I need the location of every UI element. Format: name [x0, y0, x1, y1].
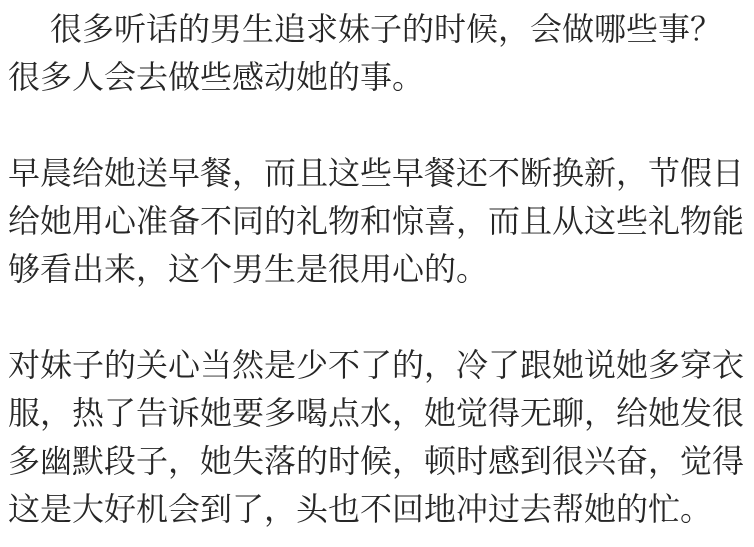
- paragraph-3: 对妹子的关心当然是少不了的，冷了跟她说她多穿衣服，热了告诉她要多喝点水，她觉得无聊，给她发很多幽默段子，她失落的时候，顿时感到很兴奋，觉得这是大好机会到了，头也不回地冲过去帮她的忙。: [8, 347, 745, 527]
- paragraph-2: 早晨给她送早餐，而且这些早餐还不断换新，节假日给她用心准备不同的礼物和惊喜，而且从这些礼物能够看出来，这个男生是很用心的。: [8, 155, 745, 287]
- paragraph-1: 很多听话的男生追求妹子的时候，会做哪些事？很多人会去做些感动她的事。: [8, 11, 723, 95]
